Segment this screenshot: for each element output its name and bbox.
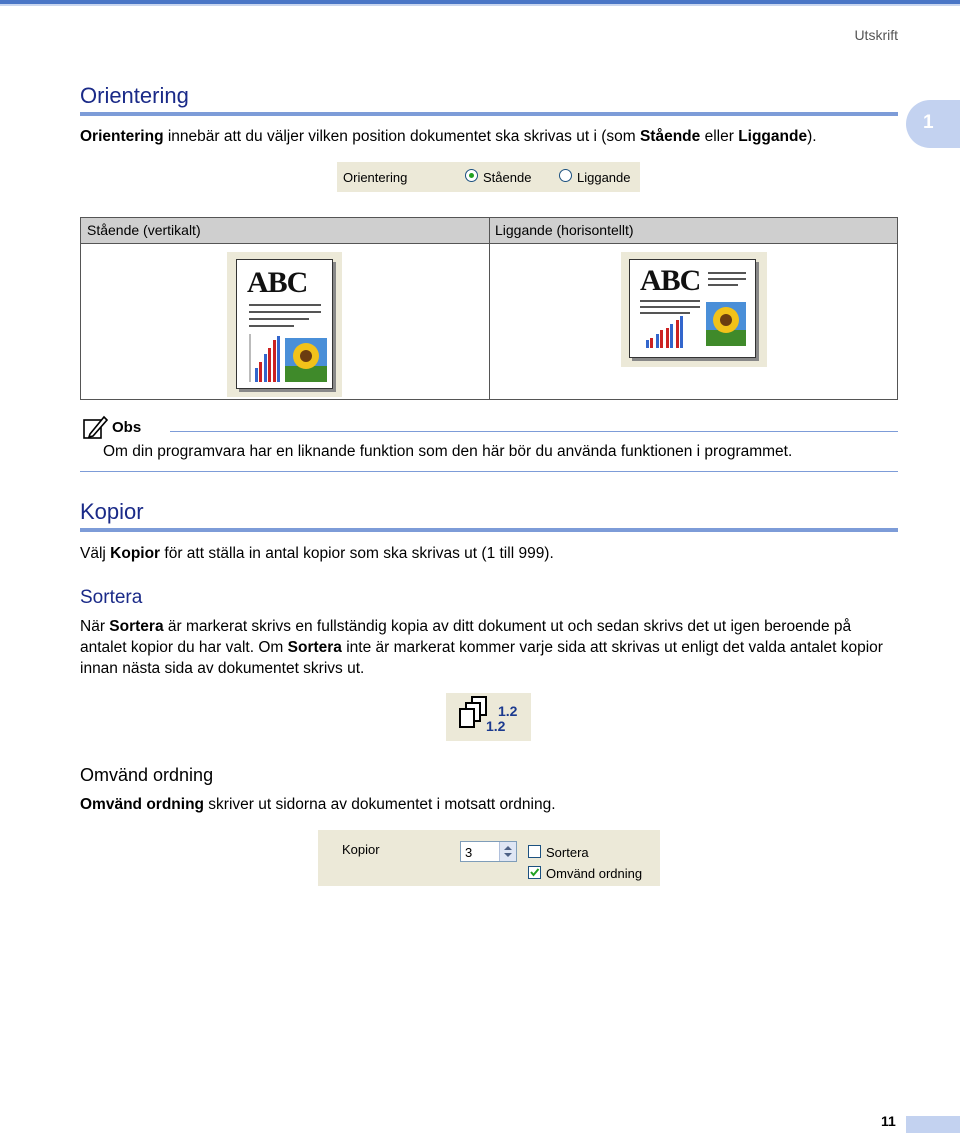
text: eller xyxy=(700,128,739,145)
reverse-paragraph xyxy=(80,794,900,815)
copies-spinner[interactable] xyxy=(460,841,517,862)
text-line xyxy=(249,304,321,306)
reverse-order-checkbox[interactable] xyxy=(528,866,541,879)
landscape-page xyxy=(629,259,756,358)
note-pencil-icon xyxy=(82,414,108,440)
page-tab xyxy=(906,1116,960,1133)
text: är markerat skrivs en fullständig kopia av ditt dokument ut och sedan skrivs det ut igen beroende på antalet kopior du har valt. Om xyxy=(80,618,852,656)
spinner-buttons[interactable] xyxy=(499,842,516,861)
table-divider xyxy=(489,218,490,399)
copies-heading: Kopior xyxy=(80,499,144,524)
portrait-abc: ABC xyxy=(247,266,308,299)
col-portrait: Stående (vertikalt) xyxy=(87,222,201,238)
orientation-heading-rule xyxy=(80,112,898,116)
copies-paragraph xyxy=(80,543,900,564)
orientation-paragraph xyxy=(80,126,900,147)
landscape-radio-label[interactable]: Liggande xyxy=(577,170,631,185)
landscape-chart-photo xyxy=(640,298,748,350)
note-text: Om din programvara har en liknande funktion som den här bör du använda funktionen i programmet. xyxy=(103,443,793,460)
copies-widget xyxy=(318,830,660,886)
text: När xyxy=(80,618,110,635)
text-line xyxy=(249,318,309,320)
term-liggande: Liggande xyxy=(738,128,808,145)
term-staende: Stående xyxy=(639,128,701,145)
portrait-radio[interactable] xyxy=(465,169,478,182)
orientation-widget xyxy=(337,162,640,192)
reverse-heading: Omvänd ordning xyxy=(80,765,214,785)
text: för att ställa in antal kopior som ska skrivas ut (1 till 999). xyxy=(160,545,554,562)
col-landscape: Liggande (horisontellt) xyxy=(495,222,634,238)
text: ). xyxy=(807,128,817,145)
reverse-order-checkbox-label[interactable]: Omvänd ordning xyxy=(546,866,643,881)
text: skriver ut sidorna av dokumentet i motsatt ordning. xyxy=(204,796,556,813)
chapter-number: 1 xyxy=(923,112,934,133)
collate-label-top: 1.2 xyxy=(498,703,518,719)
collate-label-bottom: 1.2 xyxy=(486,718,506,734)
portrait-illustration xyxy=(227,252,342,397)
checkmark-icon xyxy=(529,867,540,878)
note-title: Obs xyxy=(112,419,142,436)
collate-icon xyxy=(446,693,531,741)
term-kopior: Kopior xyxy=(110,545,161,562)
text: inte är markerat kommer varje sida att skrivas ut enligt det valda antalet kopior innan nästa sida av dokumentet skrivs ut. xyxy=(80,639,883,677)
orientation-heading: Orientering xyxy=(80,83,189,108)
text: innebär att du väljer vilken position dokumentet ska skrivas ut i (som xyxy=(163,128,640,145)
text-line xyxy=(249,325,294,327)
collate-checkbox[interactable] xyxy=(528,845,541,858)
portrait-chart-photo xyxy=(247,332,329,384)
copies-heading-rule xyxy=(80,528,898,532)
portrait-radio-label[interactable]: Stående xyxy=(483,170,532,185)
chapter-tab xyxy=(906,100,960,148)
top-rule-secondary xyxy=(0,4,960,6)
landscape-illustration xyxy=(621,252,767,367)
collate-paragraph xyxy=(80,616,900,679)
term-orientering: Orientering xyxy=(80,128,164,145)
text: Välj xyxy=(80,545,111,562)
running-header: Utskrift xyxy=(854,27,898,43)
orientation-widget-label: Orientering xyxy=(343,170,408,185)
collate-heading: Sortera xyxy=(80,587,143,608)
text-line xyxy=(249,311,321,313)
text-line xyxy=(708,278,746,280)
spinner-arrows-icon[interactable] xyxy=(500,842,516,861)
copies-value[interactable]: 3 xyxy=(465,845,473,860)
portrait-page xyxy=(236,259,333,389)
orientation-table xyxy=(80,217,898,400)
term-sortera: Sortera xyxy=(109,618,164,635)
copies-label: Kopior xyxy=(342,842,380,857)
page-number: 11 xyxy=(881,1113,896,1129)
text-line xyxy=(708,284,738,286)
collate-checkbox-label[interactable]: Sortera xyxy=(546,845,589,860)
note-rule xyxy=(170,431,898,432)
term-omvand-ordning: Omvänd ordning xyxy=(80,796,204,813)
text-line xyxy=(708,272,746,274)
note-bottom-rule xyxy=(80,471,898,472)
term-sortera: Sortera xyxy=(287,639,342,656)
landscape-radio[interactable] xyxy=(559,169,572,182)
landscape-abc: ABC xyxy=(640,264,701,297)
